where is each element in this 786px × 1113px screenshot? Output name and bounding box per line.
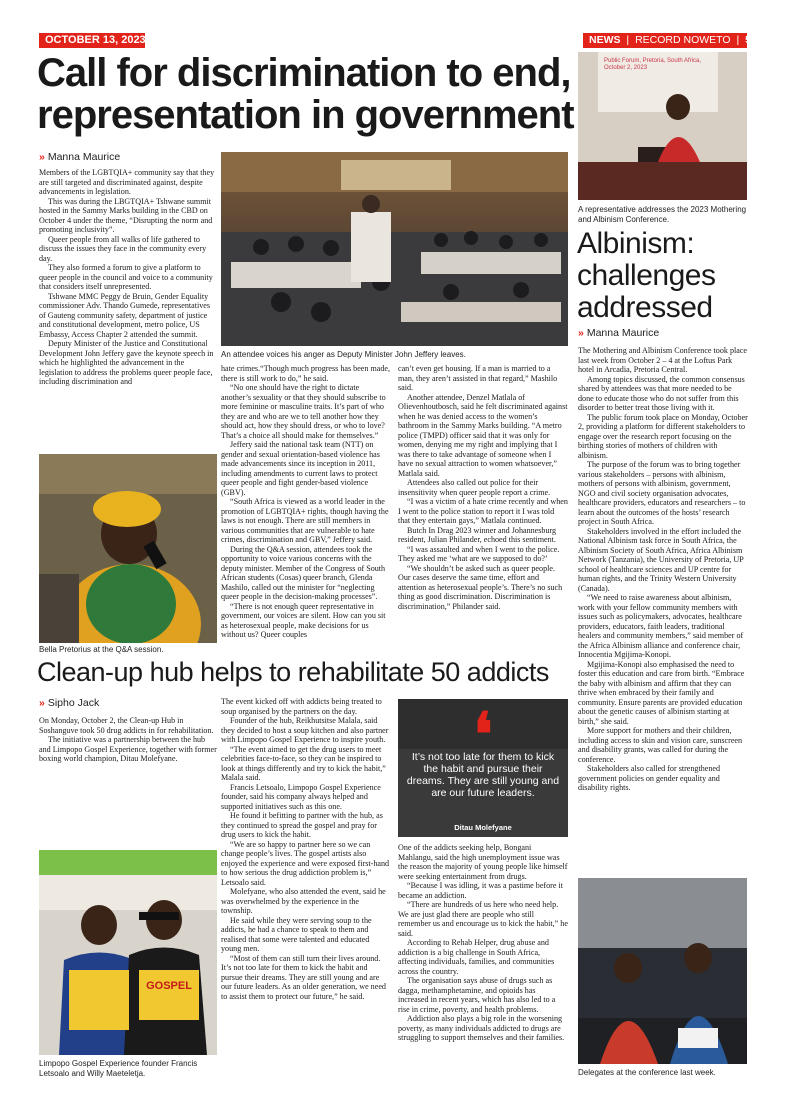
paragraph: Deputy Minister of the Justice and Constitutional Development John Jeffery gave the keynote speech in which he highlighted the advancement in the legislation to address the problems queer people face, including discrimination and [39,339,214,386]
section-separator: | [736,34,740,46]
paragraph: The event kicked off with addicts being treated to soup organised by the partners on the day. [221,697,382,716]
paragraph: “South Africa is viewed as a world leader in the promotion of LGBTQIA+ rights, though having the laws is not enough. There are still members in various communities that are vulnerable to hate crimes, discrimination and GBV,” Jeffery said. [221,497,389,544]
paragraph: “We shouldn’t be asked such as queer people. Our cases deserve the same time, effort and attention as heterosexual people’s. There’s no such thing as good discrimination. Discrimination is discrimination,” Philander said. [398,563,563,611]
date-bar [39,33,145,48]
story3-headline-line2: challenges [577,259,716,292]
paragraph: “We are so happy to partner here so we can change people’s lives. The gospel artists also enjoyed the experience and were exposed first-hand to how serious the drug addiction problem is,” Letsoalo said. [221,839,390,887]
paragraph: One of the addicts seeking help, Bongani Mahlangu, said the high unemployment issue was the reason the majority of young people like himself were seeking entertainment from drugs. [398,843,568,881]
paragraph: Queer people from all walks of life gathered to discuss the issues they face in the community every day. [39,234,207,263]
paragraph: hate crimes.“Though much progress has been made, there is still work to do,” he said. [221,364,391,383]
story1-main-photo [221,152,568,346]
paragraph: Molefyane, who also attended the event, said he was overwhelmed by the experience in the township. [221,887,386,915]
story2-column-2 [221,697,391,1085]
conference-delegates-image [578,878,747,1064]
paragraph: The Mothering and Albinism Conference took place last week from October 2 – 4 at the Loftus Park hotel in Arcadia, Pretoria Central. [578,346,748,374]
story1-side-photo [39,454,217,643]
paragraph: “I was assaulted and when I went to the police. They asked me ‘what are we supposed to do?’ [398,544,560,563]
paragraph: The public forum took place on Monday, October 2, providing a platform for different stakeholders to engage over the research report focusing on the birthing stories of mothers of children with albinism. [578,412,748,460]
publication-name: RECORD NOWETO [635,34,731,46]
story3-top-photo [578,52,747,200]
paragraph: On Monday, October 2, the Clean-up Hub in Soshanguve took 50 drug addicts in for rehabilitation. [39,716,214,735]
conference-banner-text: Public Forum, Pretoria, South Africa, October 2, 2023 [604,58,702,71]
story3-byline [578,327,659,339]
paragraph: Mgijima-Konopi also emphasised the need to foster this education and care from birth. “Embrace the baby with albinism and affirm that they can thrive when embraced by their family and community. Ensure parents are provided education about the genetic causes of albinism starting at birth,” she said. [578,659,745,726]
conference-hall-image [221,152,568,346]
paragraph: can’t even get housing. If a man is married to a man, they aren’t assisted in that regard,” Mashilo said. [398,364,558,392]
section-name: NEWS [589,34,621,46]
pull-quote-box [398,699,568,837]
story3-body [578,346,748,876]
story2-headline: Clean-up hub helps to rehabilitate 50 addicts [37,657,549,687]
story1-side-caption: Bella Pretorius at the Q&A session. [39,645,164,654]
paragraph: They also formed a forum to give a platform to queer people in the council and voice to a community that considers itself unrepresented. [39,263,213,291]
story1-headline-line2: representation in government [37,93,574,137]
story1-headline-line1: Call for discrimination to end, [37,51,571,95]
paragraph: The organisation says abuse of drugs such as dagga, methamphetamine, and opioids has increased in recent years, which has also led to a rise in crime, poverty, and health problems. [398,976,556,1014]
paragraph: Among topics discussed, the common consensus shared by attendees was that more needed to be done to educate those who do not suffer from this disorder to better treat those living with it. [578,374,745,412]
quote-mark-icon: ❛ [398,699,568,749]
paragraph: Members of the LGBTQIA+ community say that they are still targeted and discriminated against, despite advancements in legislation. [39,168,215,196]
paragraph: “No one should have the right to dictate another’s sexuality or that they should subscribe to more feminine or masculine traits. It’s part of who they are and who are we to tell another how they should act, how they should dress, or who to love? That’s a choice all should make for themselves.” [221,383,386,440]
story1-main-caption: An attendee voices his anger as Deputy Minister John Jeffery leaves. [221,350,466,359]
paragraph: “I was a victim of a hate crime recently and when I went to the police station to report it I was told that they entertain gays,” Matlala continued. [398,497,568,525]
story2-column-3 [398,843,568,1085]
story3-headline-line1: Albinism: [577,227,695,260]
section-bar [583,33,751,48]
conference-speaker-podium-image [578,52,747,200]
chevron-right-icon: » [39,151,45,163]
paragraph: “Most of them can still turn their lives around. It’s not too late for them to kick the habit and pursue their dreams. They are still young and are our future leaders. As an older generation, we need to assist them to protect our future,” he said. [221,953,386,1001]
story3-bottom-caption: Delegates at the conference last week. [578,1068,716,1077]
paragraph: More support for mothers and their children, including access to skin and vision care, sunscreen and disability grants, was called for during the conference. [578,726,743,764]
paragraph: Francis Letsoalo, Limpopo Gospel Experience founder, said his company always helped and supported initiatives such as this one. [221,782,381,811]
paragraph: Butch In Drag 2023 winner and Johannesburg resident, Julian Philander, echoed this sentiment. [398,525,557,544]
paragraph: According to Rehab Helper, drug abuse and addiction is a big challenge in South Africa, affecting individuals, families, and communities across the country. [398,938,555,976]
pull-quote-text: It’s not too late for them to kick the habit and pursue their dreams. They are still young and are our future leaders. [406,751,560,799]
story1-column-2 [221,364,391,647]
paragraph: Addiction also plays a big role in the worsening poverty, as many individuals addicted to drugs are struggling to support themselves and their families. [398,1014,565,1042]
paragraph: Another attendee, Denzel Matlala of Olievenhoutbosch, said he felt discriminated against when he was denied access to the women’s bathroom in the Sammy Marks building. “A metro police (TMPD) officer said that it was only for women, denying me my right and implying that I was there to take advantage of someone when I have no sexual attraction to women whatsoever,” Matlala said. [398,392,568,478]
paragraph: He said while they were serving soup to the addicts, he had a chance to speak to them and realised that some were talented and educated young men. [221,915,372,953]
story2-author: Sipho Jack [47,697,100,709]
tshirt-logo-text: GOSPEL [146,980,192,992]
paragraph: Founder of the hub, Reikhutsitse Malala, said they decided to host a soup kitchen and also partner with Limpopo Gospel Experience to inspire youth. [221,716,389,744]
paragraph: “Because I was idling, it was a pastime before it became an addiction. [398,881,563,900]
issue-date: OCTOBER 13, 2023 [45,34,146,46]
speaker-with-microphone-image [39,454,217,643]
story1-author: Manna Maurice [47,151,121,163]
story3-headline [577,228,715,324]
paragraph: During the Q&A session, attendees took the opportunity to voice various concerns with the deputy minister. Member of the Congress of South African students (Cosas) queer branch, Glenda Mashilo, called out the minister for “neglecting queer people in the decision-making processes”. [221,544,386,601]
page-number: 5 [745,34,751,46]
paragraph: “There are hundreds of us here who need help. We are just glad there are people who still remember us and encourage us to kick the habit,” he said. [398,900,568,938]
paragraph: Attendees also called out police for their insensitivity when queer people report a crime. [398,478,551,497]
two-men-gospel-shirts-image [39,850,217,1055]
paragraph: Stakeholders involved in the effort included the National Albinism task force in South Africa, the Albinism Society of South Africa, Africa Albinism Network (Tanzania), the University of Pretoria, UP school of healthcare sciences and UP centre for human rights, and the Trinity Western University (Canada). [578,526,744,593]
story3-headline-line3: addressed [577,291,713,324]
paragraph: “We need to raise awareness about albinism, work with your fellow community members with issues such as policymakers, advocates, healthcare providers, educators, faith leaders, traditional healers and community members,” said member of the Africa Albinism alliance and conference chair, Innocentia Mgijima-Konopi. [578,593,744,659]
paragraph: He found it befitting to partner with the hub, as they continued to spread the gospel and pray for drug users to kick the habit. [221,811,383,839]
section-separator: | [626,34,630,46]
paragraph: “The event aimed to get the drug users to meet celebrities face-to-face, so they can be inspired to look at things differently and try to kick the habit,” Malala said. [221,744,386,782]
story2-caption: Limpopo Gospel Experience founder Francis Letsoalo and Willy Maeteletja. [39,1059,198,1078]
story3-author: Manna Maurice [586,327,660,339]
pull-quote-attribution: Ditau Molefyane [454,823,512,832]
story1-column-1 [39,168,217,448]
story3-bottom-photo [578,878,747,1064]
story2-photo [39,850,217,1055]
paragraph: Stakeholders also called for strengthened government policies on gender equality and disability rights. [578,764,721,792]
paragraph: This was during the LBGTQIA+ Tshwane summit hosted in the Sammy Marks building in the CBD on October 4 under the theme, “Disrupting the norm and promoting inclusivity”. [39,196,213,234]
paragraph: The purpose of the forum was to bring together various stakeholders – persons with albinism, mothers of persons with albinism, government, NGO and civil society organisation advocates, healthcare providers, educators and researchers – to learn about the outcomes of the hosts’ research project in South Africa. [578,460,746,526]
story2-byline [39,697,99,709]
chevron-right-icon: » [39,697,45,709]
paragraph: Tshwane MMC Peggy de Bruin, Gender Equality commissioner Adv. Thando Gumede, representatives of Gauteng community safety, department of justice and constitutional development, metro police, US Embassy, Access Chapter 2 attended the summit. [39,291,211,339]
story3-top-caption: A representative addresses the 2023 Mothering and Albinism Conference. [578,205,747,224]
story2-column-1 [39,716,217,786]
story1-column-3 [398,364,568,647]
chevron-right-icon: » [578,327,584,339]
paragraph: The initiative was a partnership between the hub and Limpopo Gospel Experience, together with former boxing world champion, Ditau Molefyane. [39,735,217,763]
paragraph: “There is not enough queer representative in government, our voices are silent. How can you sit as heterosexual people, make decisions for us without us? Queer couples [221,601,386,639]
story1-byline [39,151,120,163]
story1-headline [37,52,574,136]
paragraph: Jeffery said the national task team (NTT) on gender and sexual orientation-based violence has made advancements since its inception in 2011, including amendments to current laws to protect queer people and fight gender-based violence (GBV). [221,440,380,497]
